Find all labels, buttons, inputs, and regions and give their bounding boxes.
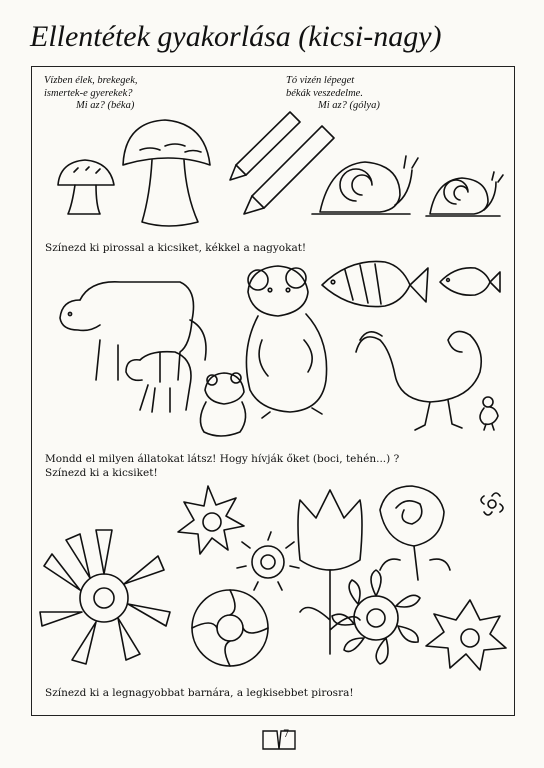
calf-icon [126, 352, 191, 412]
small-bear-icon [200, 373, 245, 436]
riddle-frog-line1: Vízben élek, brekegek, [44, 75, 138, 86]
star-flower-icon [426, 600, 506, 670]
small-mushroom-icon [58, 160, 114, 214]
riddle-stork-line1: Tó vizén lépeget [286, 75, 355, 86]
round-flower-icon [192, 590, 268, 666]
flower-1-icon [178, 486, 244, 554]
big-mushroom-icon [123, 120, 210, 226]
page-number-book-icon [261, 727, 297, 753]
instruction-flowers: Színezd ki a legnagyobbat barnára, a legkisebbet pirosra! [45, 687, 354, 699]
tulip-icon [298, 490, 362, 654]
big-daisy-icon [40, 530, 170, 664]
big-fish-icon [322, 261, 428, 306]
page-title: Ellentétek gyakorlása (kicsi-nagy) [30, 20, 442, 53]
big-bear-icon [246, 266, 326, 418]
small-fish-icon [440, 268, 500, 295]
riddle-stork-line2: békák veszedelme. [286, 87, 363, 99]
small-pencil-icon [230, 112, 300, 180]
big-snail-icon [312, 156, 418, 214]
small-flower-icon [481, 493, 503, 515]
flower-2-icon [237, 532, 299, 590]
instruction-animals-line1: Mondd el milyen állatokat látsz! Hogy hívják őket (boci, tehén...) ? [45, 453, 400, 465]
riddle-stork-answer: Mi az? (gólya) [318, 100, 380, 111]
riddle-frog-answer: Mi az? (béka) [76, 100, 135, 111]
riddle-frog-line2: ismertek-e gyerekek? [44, 87, 133, 99]
rooster-icon [356, 331, 481, 430]
cow-icon [60, 282, 206, 382]
big-pencil-icon [244, 126, 334, 214]
sunflower-icon [332, 570, 420, 664]
instruction-color-small-big: Színezd ki pirossal a kicsiket, kékkel a nagyokat! [45, 242, 307, 254]
rose-icon [380, 486, 450, 580]
chick-icon [480, 397, 498, 430]
page-number: 7 [283, 729, 290, 740]
instruction-animals-line2: Színezd ki a kicsiket! [45, 467, 158, 479]
small-snail-icon [426, 172, 503, 216]
